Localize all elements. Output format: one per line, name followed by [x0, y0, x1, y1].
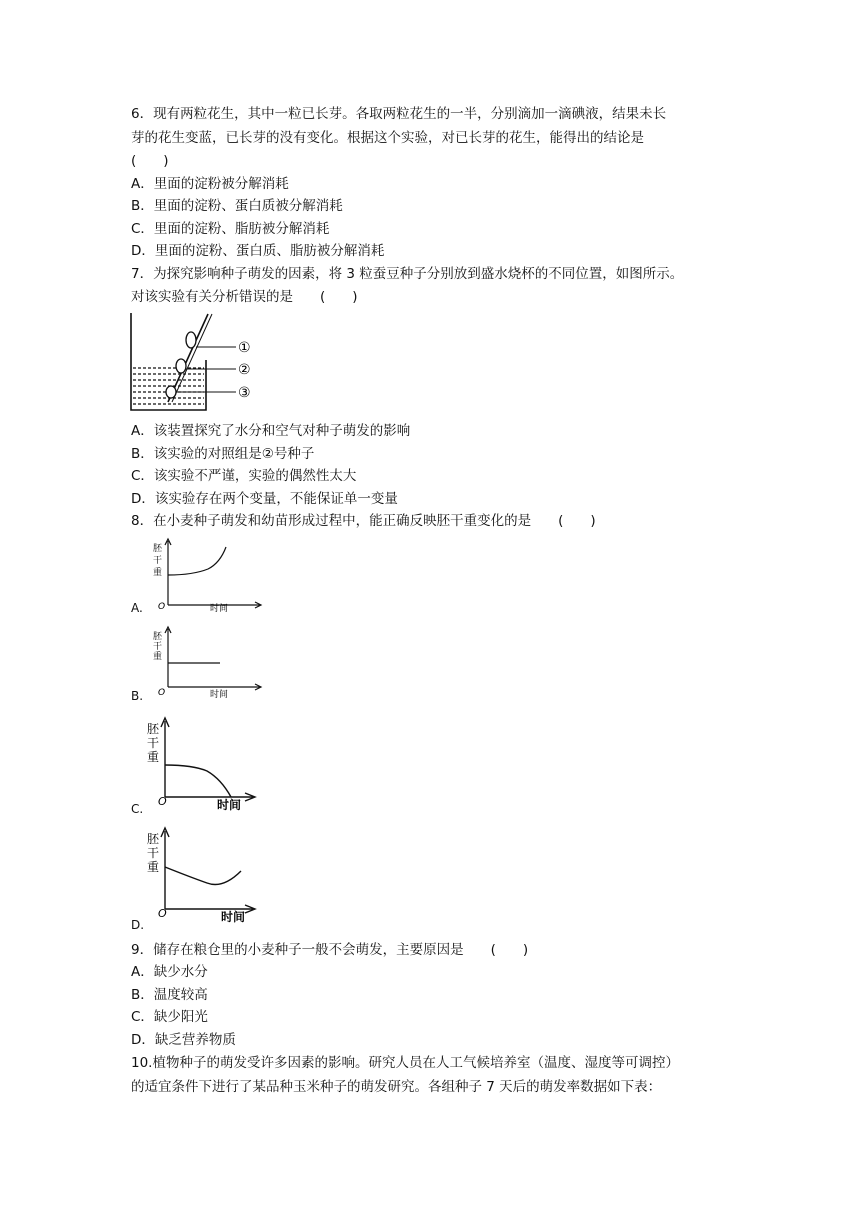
q10-stem-line2: 的适宜条件下进行了某品种玉米种子的萌发研究。各组种子 7 天后的萌发率数据如下表： [131, 1079, 662, 1095]
q7-option-a: A．该装置探究了水分和空气对种子萌发的影响 [131, 423, 411, 439]
label-2: ② [238, 362, 251, 378]
svg-text:干: 干 [147, 846, 160, 860]
q9-option-c: C．缺少阳光 [131, 1009, 208, 1025]
q9-stem: 9．储存在粮仓里的小麦种子一般不会萌发，主要原因是 ( ) [131, 942, 529, 958]
seed-1 [186, 332, 196, 348]
q7-stem-line1: 7．为探究影响种子萌发的因素，将 3 粒蚕豆种子分别放到盛水烧杯的不同位置，如图所示。 [131, 266, 684, 282]
svg-text:重: 重 [147, 750, 160, 764]
seed-3 [166, 386, 176, 398]
q8-option-a: A. [131, 601, 143, 615]
label-1: ① [238, 340, 251, 356]
graph-c [145, 715, 265, 811]
q6-option-a: A．里面的淀粉被分解消耗 [131, 176, 289, 192]
svg-text:干: 干 [147, 736, 160, 750]
q8-stem: 8．在小麦种子萌发和幼苗形成过程中，能正确反映胚干重变化的是 ( ) [131, 513, 596, 529]
svg-text:时间: 时间 [221, 910, 246, 923]
q7-stem-line2: 对该实验有关分析错误的是 ( ) [131, 289, 358, 305]
q6-option-d: D．里面的淀粉、蛋白质、脂肪被分解消耗 [131, 243, 385, 259]
q8-option-b: B. [131, 689, 144, 703]
svg-text:重: 重 [147, 860, 160, 874]
svg-text:干: 干 [153, 642, 163, 652]
q9-option-d: D．缺乏营养物质 [131, 1032, 236, 1048]
svg-text:干: 干 [153, 556, 163, 566]
svg-text:O: O [158, 688, 166, 698]
svg-text:时间: 时间 [210, 690, 229, 700]
q6-answer-bracket: ( ) [131, 153, 169, 169]
q6-stem-line1: 6．现有两粒花生，其中一粒已长芽。各取两粒花生的一半，分别滴加一滴碘液，结果未长 [131, 106, 667, 122]
beaker-seed-figure [128, 310, 268, 416]
q9-option-b: B．温度较高 [131, 987, 208, 1003]
svg-text:O: O [158, 907, 167, 920]
svg-text:O: O [158, 602, 166, 612]
q8-option-c: C. [131, 802, 144, 816]
svg-text:重: 重 [153, 568, 163, 578]
graph-a [148, 537, 268, 613]
q6-option-c: C．里面的淀粉、脂肪被分解消耗 [131, 221, 330, 237]
svg-text:时间: 时间 [210, 604, 229, 613]
svg-text:O: O [158, 795, 167, 808]
label-3: ③ [238, 385, 251, 401]
q9-option-a: A．缺少水分 [131, 964, 208, 980]
q7-option-b: B．该实验的对照组是②号种子 [131, 446, 315, 462]
graph-d [145, 825, 265, 923]
q10-stem-line1: 10.植物种子的萌发受许多因素的影响。研究人员在人工气候培养室（温度、湿度等可调控） [131, 1055, 679, 1071]
svg-text:胚: 胚 [153, 544, 163, 554]
svg-text:胚: 胚 [147, 722, 160, 736]
q6-stem-line2: 芽的花生变蓝，已长芽的没有变化。根据这个实验，对已长芽的花生，能得出的结论是 [131, 130, 644, 146]
graph-b [148, 625, 268, 701]
seed-2 [176, 359, 186, 373]
svg-text:时间: 时间 [217, 798, 242, 811]
q8-option-d: D. [131, 918, 145, 932]
q6-option-b: B．里面的淀粉、蛋白质被分解消耗 [131, 198, 343, 214]
svg-text:胚: 胚 [153, 632, 163, 642]
q7-option-c: C．该实验不严谨，实验的偶然性太大 [131, 468, 357, 484]
svg-text:重: 重 [153, 652, 163, 662]
q7-option-d: D．该实验存在两个变量，不能保证单一变量 [131, 491, 398, 507]
svg-text:胚: 胚 [147, 832, 160, 846]
